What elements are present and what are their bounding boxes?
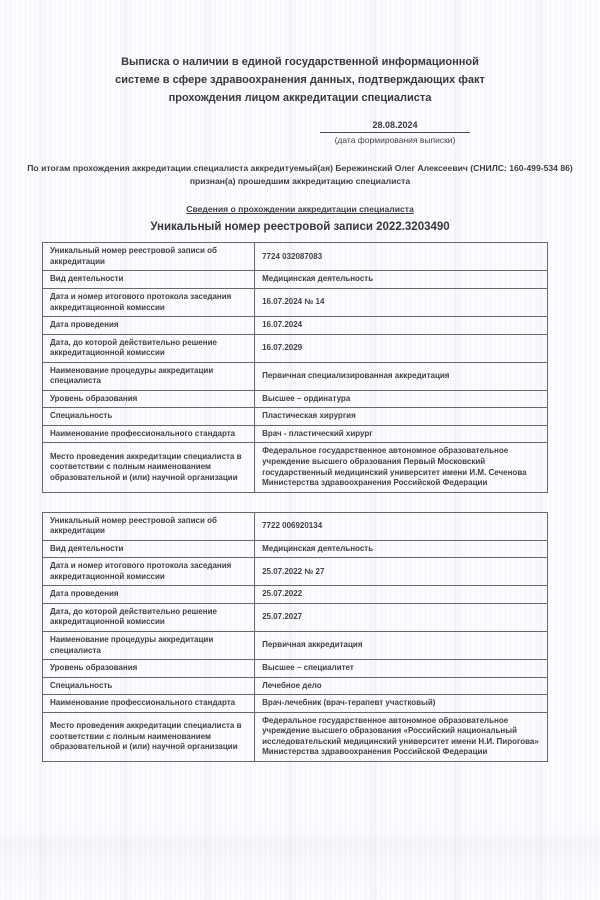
row-value: Высшее – ординатура xyxy=(255,390,548,408)
row-label: Место проведения аккредитации специалиста в соответствии с полным наименованием образовательной и (или) научной организации xyxy=(43,443,255,492)
table-row xyxy=(43,712,548,761)
section-heading: Сведения о прохождении аккредитации специалиста xyxy=(186,204,414,215)
row-value: Медицинская деятельность xyxy=(255,271,548,289)
table-row xyxy=(43,695,548,713)
row-label: Уникальный номер реестровой записи об аккредитации xyxy=(43,243,255,271)
row-value: Первичная специализированная аккредитация xyxy=(255,362,548,390)
row-label: Уровень образования xyxy=(43,660,255,678)
document-title xyxy=(26,54,574,107)
row-label: Дата, до которой действительно решение аккредитационной комиссии xyxy=(43,334,255,362)
extract-date-block xyxy=(320,120,470,145)
table-row xyxy=(43,443,548,492)
row-label: Наименование процедуры аккредитации специалиста xyxy=(43,632,255,660)
row-label: Наименование профессионального стандарта xyxy=(43,695,255,713)
row-value: 25.07.2022 № 27 xyxy=(255,558,548,586)
row-label: Место проведения аккредитации специалиста в соответствии с полным наименованием образовательной и (или) научной организации xyxy=(43,712,255,761)
table-row xyxy=(43,408,548,426)
row-label: Специальность xyxy=(43,408,255,426)
table-row xyxy=(43,288,548,316)
table-row xyxy=(43,558,548,586)
row-value: 16.07.2024 № 14 xyxy=(255,288,548,316)
row-value: 16.07.2029 xyxy=(255,334,548,362)
table-row xyxy=(43,425,548,443)
row-value: 7724 032087083 xyxy=(255,243,548,271)
registry-number-heading: Уникальный номер реестровой записи 2022.3203490 xyxy=(150,221,450,234)
row-value: Медицинская деятельность xyxy=(255,540,548,558)
row-label: Дата, до которой действительно решение аккредитационной комиссии xyxy=(43,603,255,631)
extract-date-caption: (дата формирования выписки) xyxy=(334,135,456,146)
accreditation-table-1 xyxy=(42,242,548,492)
table-row xyxy=(43,540,548,558)
row-value: Первичная аккредитация xyxy=(255,632,548,660)
row-value: Врач-лечебник (врач-терапевт участковый) xyxy=(255,695,548,713)
table-row xyxy=(43,243,548,271)
table-row xyxy=(43,317,548,335)
table-row xyxy=(43,632,548,660)
tables-gap xyxy=(26,493,574,502)
table-row xyxy=(43,586,548,604)
table-row xyxy=(43,512,548,540)
table-row xyxy=(43,362,548,390)
row-label: Уникальный номер реестровой записи об аккредитации xyxy=(43,512,255,540)
row-value: Федеральное государственное автономное образовательное учреждение высшего образования Первый Московский государственный медицинский университет имени И.М. Сеченова Министерства здравоохранения Российской Федерации xyxy=(255,443,548,492)
row-label: Дата проведения xyxy=(43,317,255,335)
row-value: 25.07.2027 xyxy=(255,603,548,631)
row-label: Специальность xyxy=(43,677,255,695)
row-value: 7722 006920134 xyxy=(255,512,548,540)
document-title-line: системе в сфере здравоохранения данных, подтверждающих факт xyxy=(115,73,485,86)
row-label: Дата проведения xyxy=(43,586,255,604)
document-title-line: прохождения лицом аккредитации специалиста xyxy=(168,91,432,104)
table-row xyxy=(43,660,548,678)
row-label: Наименование профессионального стандарта xyxy=(43,425,255,443)
row-label: Вид деятельности xyxy=(43,540,255,558)
table-row xyxy=(43,603,548,631)
row-label: Уровень образования xyxy=(43,390,255,408)
accreditation-intro-paragraph: По итогам прохождения аккредитации специалиста аккредитуемый(ая) Бережинский Олег Алексеевич (СНИЛС: 160-499-534 86) признан(а) прошедшим аккредитацию специалиста xyxy=(27,163,573,186)
row-value: Лечебное дело xyxy=(255,677,548,695)
table-row xyxy=(43,677,548,695)
document-title-line: Выписка о наличии в единой государственной информационной xyxy=(121,56,479,68)
extract-date: 28.08.2024 xyxy=(320,120,470,133)
row-label: Наименование процедуры аккредитации специалиста xyxy=(43,362,255,390)
row-label: Дата и номер итогового протокола заседания аккредитационной комиссии xyxy=(43,558,255,586)
table-row xyxy=(43,334,548,362)
row-value: 25.07.2022 xyxy=(255,586,548,604)
row-value: Высшее – специалитет xyxy=(255,660,548,678)
row-value: Пластическая хирургия xyxy=(255,408,548,426)
accreditation-table-2 xyxy=(42,512,548,762)
table-row xyxy=(43,271,548,289)
row-label: Вид деятельности xyxy=(43,271,255,289)
row-label: Дата и номер итогового протокола заседания аккредитационной комиссии xyxy=(43,288,255,316)
row-value: 16.07.2024 xyxy=(255,317,548,335)
row-value: Врач - пластический хирург xyxy=(255,425,548,443)
table-row xyxy=(43,390,548,408)
row-value: Федеральное государственное автономное образовательное учреждение высшего образования «Российский национальный исследовательский медицинский университет имени Н.И. Пирогова» Министерства здравоохранения Российской Федерации xyxy=(255,712,548,761)
